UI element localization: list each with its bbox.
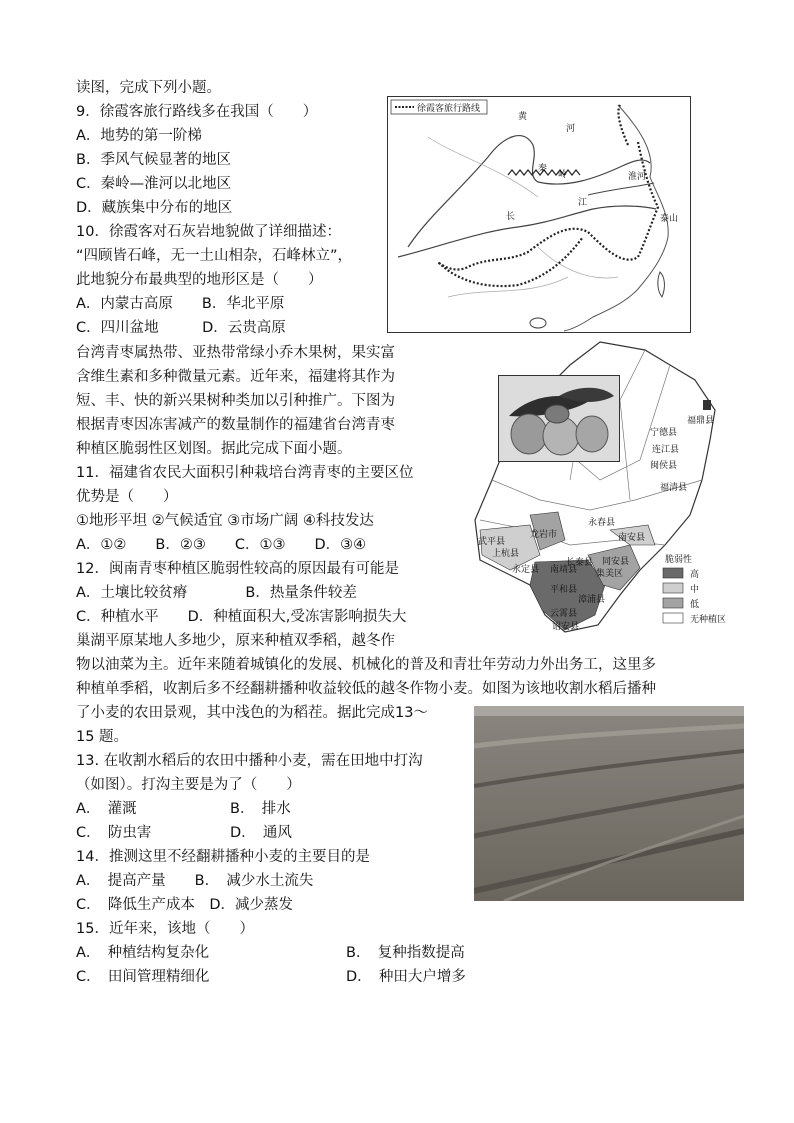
q11-stem-line1: 11．福建省农民大面积引种栽培台湾青枣的主要区位 (76, 465, 414, 481)
q12-options-line1[interactable]: A．土壤比较贫瘠 B．热量条件较差 (76, 585, 357, 601)
q15-option-b[interactable]: B． 复种指数提高 (346, 945, 465, 961)
legend-label-mid: 中 (690, 585, 700, 595)
county-changtai: 长泰县 (566, 558, 594, 568)
jujube-fruit-3 (576, 416, 608, 452)
q10-options-line1[interactable]: A．内蒙古高原 B．华北平原 (76, 296, 285, 312)
county-pinghe: 平和县 (550, 585, 578, 595)
county-shanghang: 上杭县 (492, 549, 520, 559)
hainan-island (530, 318, 546, 328)
q15-option-c[interactable]: C． 田间管理精细化 (76, 969, 210, 985)
label-ling: 岭 (558, 170, 568, 180)
q11-options[interactable]: A．①② B．②③ C．①③ D．③④ (76, 537, 367, 553)
q14-options-line2[interactable]: C． 降低生产成本 D．减少蒸发 (76, 897, 294, 913)
yellow-river (408, 136, 650, 247)
label-huang: 黄 (518, 112, 528, 122)
boundary-lines (428, 137, 618, 297)
q9-option-d[interactable]: D．藏族集中分布的地区 (76, 200, 233, 216)
q11-items: ①地形平坦 ②气候适宜 ③市场广阔 ④科技发达 (76, 513, 374, 529)
county-wuping: 武平县 (478, 537, 506, 547)
q14-options-line1[interactable]: A． 提高产量 B． 减少水土流失 (76, 873, 314, 889)
q9-option-b[interactable]: B．季风气候显著的地区 (76, 152, 231, 168)
label-huaihe: 淮河 (628, 172, 647, 182)
county-yongding: 永定县 (512, 565, 540, 575)
legend-swatch-none (663, 613, 683, 623)
passage2-line4: 根据青枣因冻害减产的数量制作的福建省台湾青枣 (76, 417, 395, 433)
q9-stem: 9．徐霞客旅行路线多在我国（ ） (76, 104, 318, 120)
taiwan-island (658, 272, 665, 297)
county-longyan: 龙岩市 (530, 530, 558, 540)
q13-stem-line2: （如图）。打沟主要是为了（ ） (76, 777, 301, 793)
passage3-line3: 种植单季稻，收割后多不经翻耕播种收益较低的越冬作物小麦。如图为该地收割水稻后播种 (76, 681, 656, 697)
q10-stem-line3: 此地貌分布最典型的地形区是（ ） (76, 272, 323, 288)
q10-stem-line1: 10．徐霞客对石灰岩地貌做了详细描述： (76, 224, 341, 240)
passage3-line5: 15 题。 (76, 729, 129, 745)
q13-option-b[interactable]: B． 排水 (230, 801, 291, 817)
county-yunxiao: 云霄县 (550, 609, 578, 619)
jujube-photo-svg (499, 376, 619, 461)
q11-stem-line2: 优势是（ ） (76, 489, 178, 505)
route-legend-text: 徐霞客旅行路线 (417, 104, 481, 114)
q10-stem-line2: “四顾皆石峰，无一土山相杂，石峰林立”， (76, 248, 353, 264)
yangtze-river (398, 206, 656, 257)
county-nanan: 南安县 (618, 533, 646, 543)
q14-stem: 14．推测这里不经翻耕播种小麦的主要目的是 (76, 849, 370, 865)
q13-option-a[interactable]: A． 灌溉 (76, 801, 137, 817)
county-fuding: 福鼎县 (687, 416, 715, 426)
county-zhangpu: 漳浦县 (578, 595, 606, 605)
legend-label-high: 高 (690, 570, 700, 580)
fujian-vulnerability-map (470, 340, 735, 640)
passage2-line1: 台湾青枣属热带、亚热带常绿小乔木果树，果实富 (76, 345, 395, 361)
travel-route (438, 142, 658, 286)
county-ningde: 宁德县 (650, 428, 678, 438)
legend-swatch-mid (663, 583, 683, 593)
label-chang: 长 (506, 212, 516, 222)
legend-label-low: 低 (690, 600, 700, 610)
county-fuqing: 福清县 (660, 483, 688, 493)
q15-stem: 15．近年来，该地（ ） (76, 921, 254, 937)
label-jiang: 江 (578, 198, 588, 208)
county-lianjiang: 连江县 (652, 445, 680, 455)
q15-option-a[interactable]: A． 种植结构复杂化 (76, 945, 210, 961)
legend-title: 脆弱性 (665, 555, 693, 565)
passage2-line3: 短、丰、快的新兴果树种类加以引种推广。下图为 (76, 393, 395, 409)
sky-strip (474, 706, 744, 716)
county-jimei: 集美区 (596, 569, 624, 579)
q13-option-d[interactable]: D． 通风 (230, 825, 292, 841)
county-minhou: 闽侯县 (650, 461, 678, 471)
q9-option-c[interactable]: C．秦岭—淮河以北地区 (76, 176, 232, 192)
intro-line: 读图，完成下列小题。 (76, 80, 221, 96)
passage2-line2: 含维生素和多种微量元素。近年来，福建将其作为 (76, 369, 395, 385)
county-yongchun: 永春县 (588, 518, 616, 528)
q13-stem-line1: 13. 在收割水稻后的农田中播种小麦，需在田地中打沟 (76, 753, 423, 769)
legend-label-none: 无种植区 (690, 615, 727, 625)
label-he: 河 (566, 124, 576, 134)
field-photo-svg (474, 706, 744, 901)
q13-option-c[interactable]: C． 防虫害 (76, 825, 152, 841)
island-mark (703, 400, 711, 410)
passage3-line4: 了小麦的农田景观，其中浅色的为稻茬。据此完成13～ (76, 705, 428, 721)
jujube-photo (498, 375, 620, 462)
q12-options-line2[interactable]: C．种植水平 D．种植面积大,受冻害影响损失大 (76, 609, 407, 625)
q10-options-line2[interactable]: C．四川盆地 D．云贵高原 (76, 320, 286, 336)
huai-river (588, 183, 654, 195)
jujube-fruit-4 (545, 405, 569, 423)
county-tongan: 同安县 (602, 557, 630, 567)
xu-xiake-route-map (387, 96, 691, 333)
route-map-svg (388, 97, 690, 332)
q9-option-a[interactable]: A．地势的第一阶梯 (76, 128, 202, 144)
q15-option-d[interactable]: D． 种田大户增多 (346, 969, 466, 985)
passage3-line2: 物以油菜为主。近年来随着城镇化的发展、机械化的普及和青壮年劳动力外出务工，这里多 (76, 657, 656, 673)
rice-stubble-field-photo (474, 706, 744, 901)
q12-stem: 12．闽南青枣种植区脆弱性较高的原因最有可能是 (76, 561, 399, 577)
legend-swatch-high (663, 568, 683, 578)
label-taishan: 泰山 (660, 214, 679, 224)
county-nanjing: 南靖县 (550, 565, 578, 575)
jujube-fruit-1 (511, 414, 547, 454)
county-zhaoan: 诏安县 (552, 622, 580, 632)
label-qin: 秦 (538, 164, 548, 174)
legend-swatch-low (663, 598, 683, 608)
passage2-line5: 种植区脆弱性区划图。据此完成下面小题。 (76, 441, 352, 457)
passage3-line1: 巢湖平原某地人多地少，原来种植双季稻，越冬作 (76, 633, 395, 649)
